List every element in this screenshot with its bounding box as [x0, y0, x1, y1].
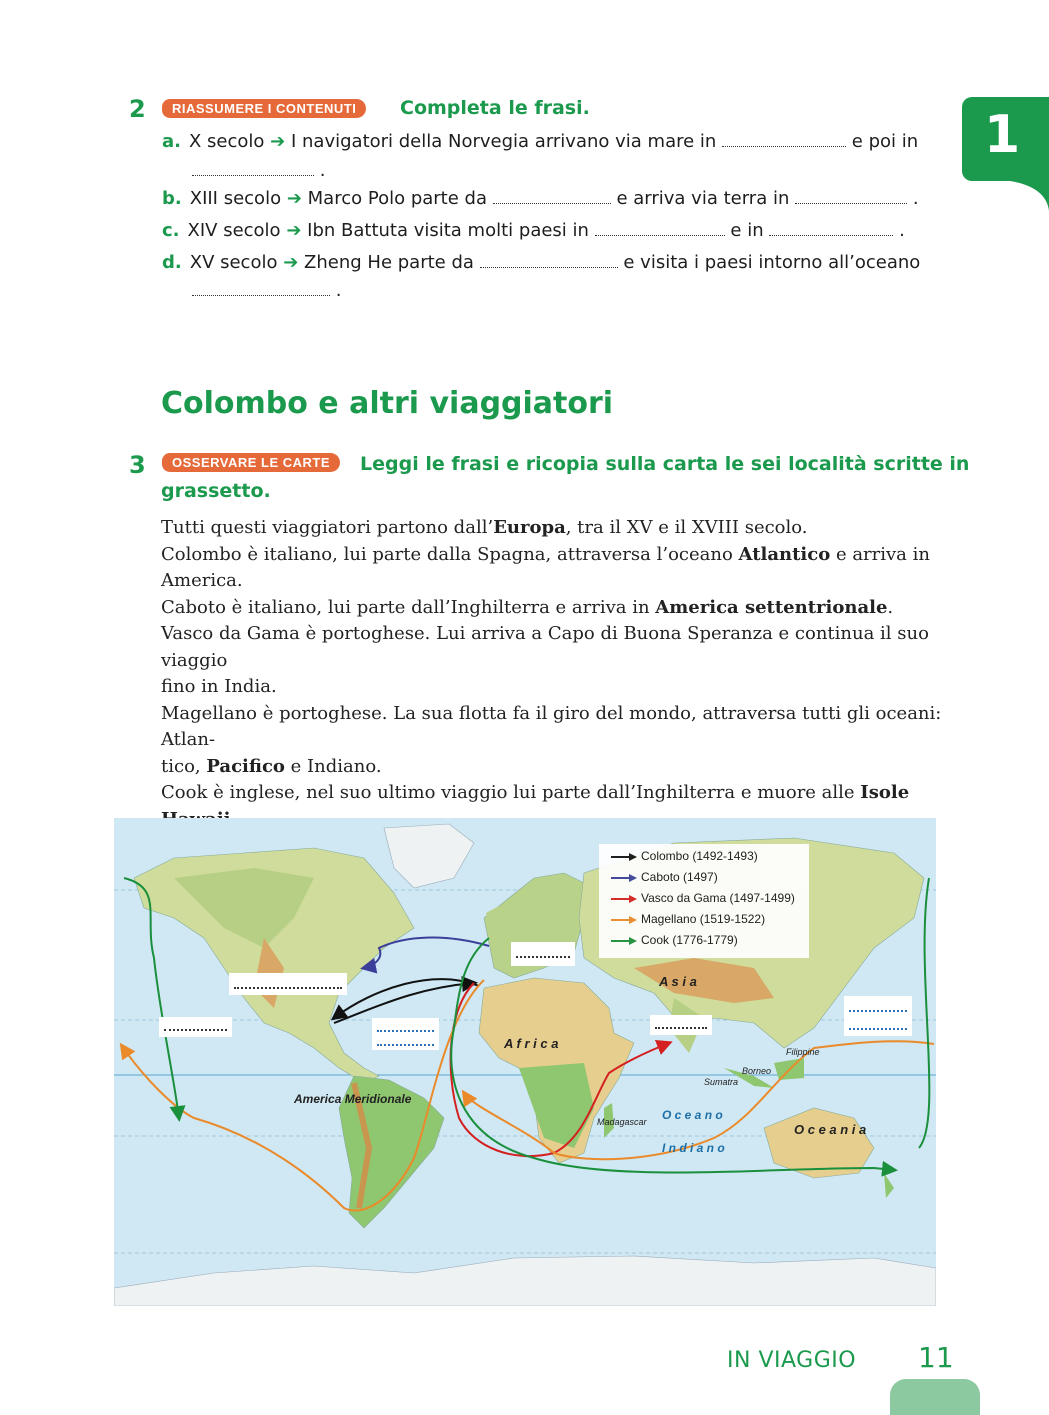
exercise-instruction: Leggi le frasi e ricopia sulla carta le sei località scritte in [360, 453, 970, 475]
label-filippine: Filippine [786, 1047, 820, 1057]
sentence-b [162, 188, 919, 209]
write-in-box[interactable] [511, 942, 575, 966]
section-title: Colombo e altri viaggiatori [161, 386, 614, 421]
write-in-box[interactable] [650, 1015, 712, 1035]
write-in-box[interactable] [372, 1018, 439, 1050]
item-text: e arriva via terra in [616, 188, 790, 209]
paragraph-line: Magellano è portoghese. La sua flotta fa il giro del mondo, attraversa tutti gli oceani: Atlan- [161, 702, 942, 750]
item-text: e poi in [851, 131, 919, 152]
answer-blank[interactable] [795, 189, 907, 204]
paragraph-line: Colombo è italiano, lui parte dalla Spagna, attraversa l’oceano Atlantico e arriva in America. [161, 543, 930, 591]
exercise-instruction: Completa le frasi. [400, 97, 590, 119]
item-letter: c. [162, 220, 180, 241]
label-america-meridionale: America Meridionale [294, 1092, 412, 1106]
paragraph-line: fino in India. [161, 676, 277, 697]
answer-blank[interactable] [480, 253, 618, 268]
write-in-box[interactable] [159, 1017, 232, 1037]
exercise-badge: OSSERVARE LE CARTE [162, 453, 340, 472]
item-end: . [319, 160, 326, 181]
arrow-icon [611, 916, 637, 924]
item-text: I navigatori della Norvegia arrivano via mare in [290, 131, 717, 152]
label-madagascar: Madagascar [597, 1117, 647, 1127]
item-letter: a. [162, 131, 181, 152]
paragraph-line: Vasco da Gama è portoghese. Lui arriva a Capo di Buona Speranza e continua il suo viaggio [161, 623, 929, 671]
arrow-icon: ➔ [283, 252, 299, 273]
item-century: XIII secolo [189, 188, 282, 209]
world-map [114, 818, 936, 1306]
label-oceano: O c e a n o [662, 1108, 723, 1122]
item-text: Zheng He parte da [304, 252, 474, 273]
legend-item-cook: Cook (1776-1779) [611, 933, 738, 947]
chapter-number: 1 [984, 105, 1021, 165]
reading-paragraph [161, 515, 951, 860]
sentence-d [162, 252, 920, 273]
exercise-instruction-cont: grassetto. [161, 480, 271, 502]
paragraph-line: Caboto è italiano, lui parte dall’Inghilterra e arriva in America settentrionale. [161, 596, 894, 618]
legend-item-colombo: Colombo (1492-1493) [611, 849, 758, 863]
answer-blank[interactable] [493, 189, 611, 204]
arrow-icon: ➔ [286, 188, 302, 209]
answer-blank[interactable] [192, 281, 330, 296]
sentence-a [162, 131, 918, 152]
footer-tab [890, 1379, 980, 1415]
answer-blank[interactable] [595, 221, 725, 236]
write-in-box[interactable] [844, 996, 912, 1036]
exercise-number: 3 [129, 451, 146, 479]
paragraph-line: tico, Pacifico e Indiano. [161, 755, 382, 777]
item-century: XV secolo [189, 252, 278, 273]
arrow-icon [611, 853, 637, 861]
paragraph-line: Tutti questi viaggiatori partono dall’Europa, tra il XV e il XVIII secolo. [161, 517, 808, 538]
exercise-2 [0, 0, 1049, 310]
sentence-list [162, 0, 952, 310]
item-text: e visita i paesi intorno all’oceano [623, 252, 921, 273]
legend-item-magellano: Magellano (1519-1522) [611, 912, 765, 926]
item-text: Ibn Battuta visita molti paesi in [307, 220, 589, 241]
item-century: X secolo [188, 131, 265, 152]
sentence-a-continued [192, 160, 325, 181]
page-number: 11 [918, 1341, 954, 1374]
arrow-icon [611, 895, 637, 903]
map-legend [599, 844, 809, 958]
item-text: e in [730, 220, 764, 241]
legend-item-caboto: Caboto (1497) [611, 870, 718, 884]
write-in-box[interactable] [229, 973, 347, 995]
paragraph-line: Cook è inglese, nel suo ultimo viaggio lui parte dall’Inghilterra e muore alle Isole [161, 782, 910, 803]
legend-item-vasco-da-gama: Vasco da Gama (1497-1499) [611, 891, 795, 905]
item-end: . [899, 220, 905, 241]
arrow-icon: ➔ [270, 131, 286, 152]
map-graphic [114, 818, 936, 1306]
label-sumatra: Sumatra [704, 1077, 739, 1087]
item-letter: b. [162, 188, 182, 209]
item-century: XIV secolo [187, 220, 281, 241]
item-end: . [912, 188, 919, 209]
answer-blank[interactable] [769, 221, 893, 236]
label-africa: A f r i c a [504, 1036, 559, 1051]
exercise-number: 2 [129, 95, 146, 123]
label-oceania: O c e a n i a [794, 1122, 867, 1137]
arrow-icon: ➔ [286, 220, 302, 241]
label-indiano: I n d i a n o [662, 1141, 725, 1155]
label-asia: A s i a [659, 974, 697, 989]
answer-blank[interactable] [192, 161, 314, 176]
sentence-c [162, 220, 905, 241]
exercise-badge: RIASSUMERE I CONTENUTI [162, 99, 366, 118]
arrow-icon [611, 937, 637, 945]
answer-blank[interactable] [722, 132, 846, 147]
item-text: Marco Polo parte da [307, 188, 487, 209]
footer-label: IN VIAGGIO [727, 1348, 857, 1373]
item-end: . [335, 280, 342, 301]
item-letter: d. [162, 252, 182, 273]
arrow-icon [611, 874, 637, 882]
label-borneo: Borneo [742, 1066, 772, 1076]
sentence-d-continued [192, 280, 341, 301]
